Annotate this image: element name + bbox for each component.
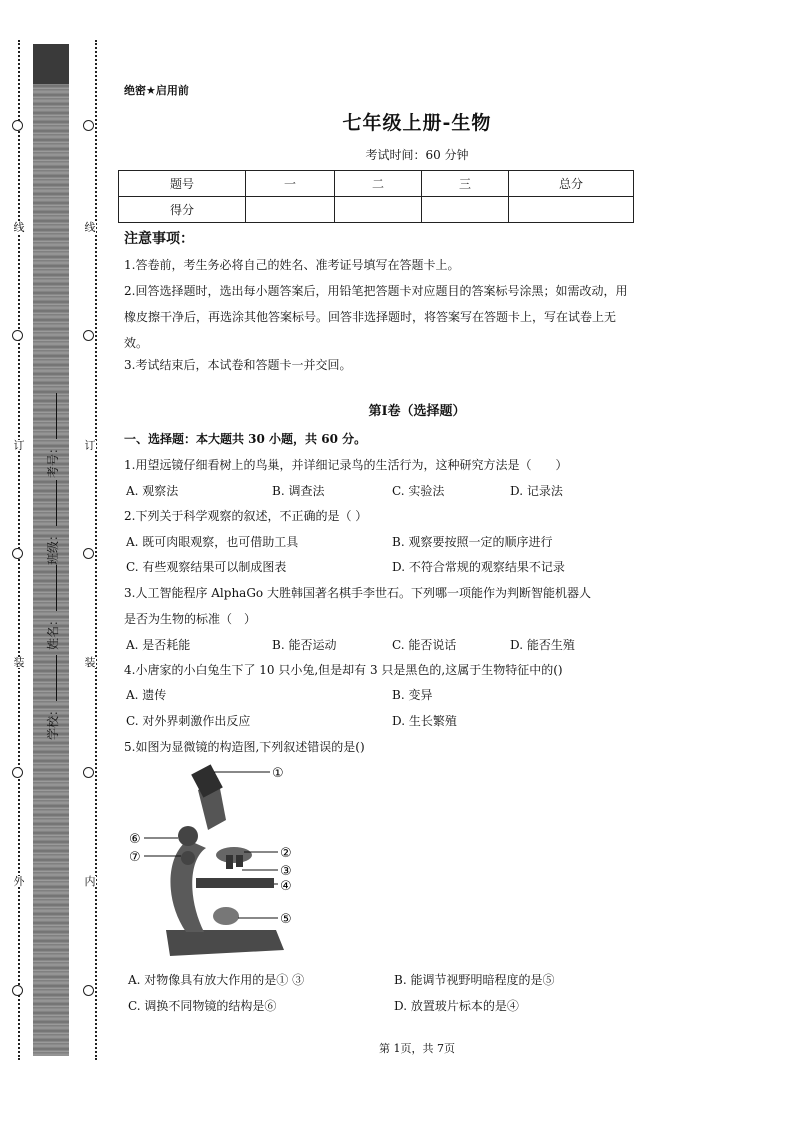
page-title [0,108,794,135]
section-heading-text: 第Ⅰ卷（选择题） [368,404,466,419]
fine-adjustment-knob [181,851,195,865]
page-footer [0,1040,794,1056]
seal-circle [83,985,94,996]
class-field[interactable] [44,480,61,565]
question-1-stem: 1.用望远镜仔细看树上的鸟巢，并详细记录鸟的生活行为，这种研究方法是（ ） [124,458,568,472]
score-table-score-row [119,197,634,223]
score-cell: 题号 [119,171,246,197]
question-2-stem: 2.下列关于科学观察的叙述，不正确的是（ ） [124,509,368,523]
notice-title: 注意事项： [124,231,194,247]
seal-circle [12,767,23,778]
title-text: 七年级上册-生物 [342,112,492,134]
score-cell: 二 [335,171,422,197]
coarse-adjustment-knob [178,826,198,846]
microscope-nosepiece [216,847,252,863]
score-cell: 三 [422,171,509,197]
question-3-stem: 3.人工智能程序 AlphaGo 大胜韩国著名棋手李世石。下列哪一项能作为判断智能机器人 [124,586,591,600]
score-cell: 得分 [119,197,246,223]
score-cell: 一 [246,171,335,197]
microscope-base [166,930,284,956]
outer-mark-xian: 线 [13,221,25,234]
school-label: 学校： [46,703,60,740]
q2-option-c[interactable]: C. 有些观察结果可以制成图表 [126,560,287,574]
name-label: 姓名： [46,613,60,650]
notice-item-2: 2.回答选择题时，选出每小题答案后，用铅笔把答题卡对应题目的答案标号涂黑；如需改动，用橡皮擦干净后，再选涂其他答案标号。回答非选择题时，将答案写在答题卡上，写在试卷上无效。 [124,284,628,350]
score-input-cell[interactable] [422,197,509,223]
q1-option-a[interactable]: A. 观察法 [126,484,179,498]
inner-seal-line [95,40,97,1060]
binding-margin [0,0,110,1124]
q5-option-d[interactable]: D. 放置玻片标本的是④ [394,999,519,1013]
q3-option-b[interactable]: B. 能否运动 [272,638,337,652]
seal-circle [12,548,23,559]
outer-mark-zhuang: 装 [13,656,25,669]
microscope-stage [196,878,274,888]
q3-option-a[interactable]: A. 是否耗能 [126,638,191,652]
figure-label-6: ⑥ [129,832,141,847]
exam-time [0,146,794,163]
class-label: 班级： [46,528,60,565]
figure-label-2: ② [280,846,292,861]
q3-option-d[interactable]: D. 能否生殖 [510,638,575,652]
q5-option-c[interactable]: C. 调换不同物镜的结构是⑥ [128,999,277,1013]
seal-circle [83,330,94,341]
microscope-mirror [213,907,239,925]
q5-option-a[interactable]: A. 对物像具有放大作用的是① ③ [128,973,305,987]
notice-item-3: 3.考试结束后，本试卷和答题卡一并交回。 [124,358,352,372]
question-3-stem-cont: 是否为生物的标准（ ） [124,612,257,626]
seal-circle [12,330,23,341]
outer-mark-ding: 订 [13,439,25,452]
score-table-header-row [119,171,634,197]
figure-label-7: ⑦ [129,850,141,865]
notice-item-1: 1.答卷前，考生务必将自己的姓名、准考证号填写在答题卡上。 [124,258,460,272]
q4-option-a[interactable]: A. 遗传 [126,688,167,702]
q1-option-d[interactable]: D. 记录法 [510,484,563,498]
q1-option-b[interactable]: B. 调查法 [272,484,325,498]
q2-option-d[interactable]: D. 不符合常规的观察结果不记录 [392,560,565,574]
figure-label-4: ④ [280,879,292,894]
microscope-objective [226,855,233,869]
part-title: 一、选择题：本大题共 30 小题，共 60 分。 [124,432,367,446]
outer-mark-wai: 外 [13,875,25,888]
figure-label-1: ① [272,766,284,781]
question-4-stem: 4.小唐家的小白兔生下了 10 只小兔,但是却有 3 只是黑色的,这属于生物特征中的() [124,663,563,677]
microscope-figure [126,760,306,965]
score-input-cell[interactable] [246,197,335,223]
figure-label-3: ③ [280,864,292,879]
q1-option-c[interactable]: C. 实验法 [392,484,445,498]
question-5-stem: 5.如图为显微镜的构造图,下列叙述错误的是() [124,740,365,754]
band-cap [33,44,69,84]
score-table [118,170,634,223]
name-field[interactable] [44,565,61,650]
q5-option-b[interactable]: B. 能调节视野明暗程度的是⑤ [394,973,555,987]
seal-circle [83,767,94,778]
microscope-objective [236,855,243,867]
q2-option-a[interactable]: A. 既可肉眼观察，也可借助工具 [126,535,299,549]
inner-mark-nei: 内 [84,875,96,888]
page-number: 第 1页，共 7页 [379,1042,455,1055]
seal-circle [83,548,94,559]
school-field[interactable] [44,655,61,740]
exam-number-label: 考号： [46,441,60,478]
q2-option-b[interactable]: B. 观察要按照一定的顺序进行 [392,535,553,549]
q3-option-c[interactable]: C. 能否说话 [392,638,457,652]
q4-option-c[interactable]: C. 对外界刺激作出反应 [126,714,251,728]
inner-mark-xian: 线 [84,221,96,234]
q4-option-b[interactable]: B. 变异 [392,688,433,702]
q4-option-d[interactable]: D. 生长繁殖 [392,714,457,728]
secret-label: 绝密★启用前 [124,84,189,97]
section-heading [0,400,794,419]
score-input-cell[interactable] [335,197,422,223]
exam-time-text: 考试时间：60 分钟 [365,148,469,162]
seal-circle [12,985,23,996]
inner-mark-ding: 订 [84,439,96,452]
inner-mark-zhuang: 装 [84,656,96,669]
figure-label-5: ⑤ [280,912,292,927]
score-cell: 总分 [509,171,634,197]
score-input-cell[interactable] [509,197,634,223]
